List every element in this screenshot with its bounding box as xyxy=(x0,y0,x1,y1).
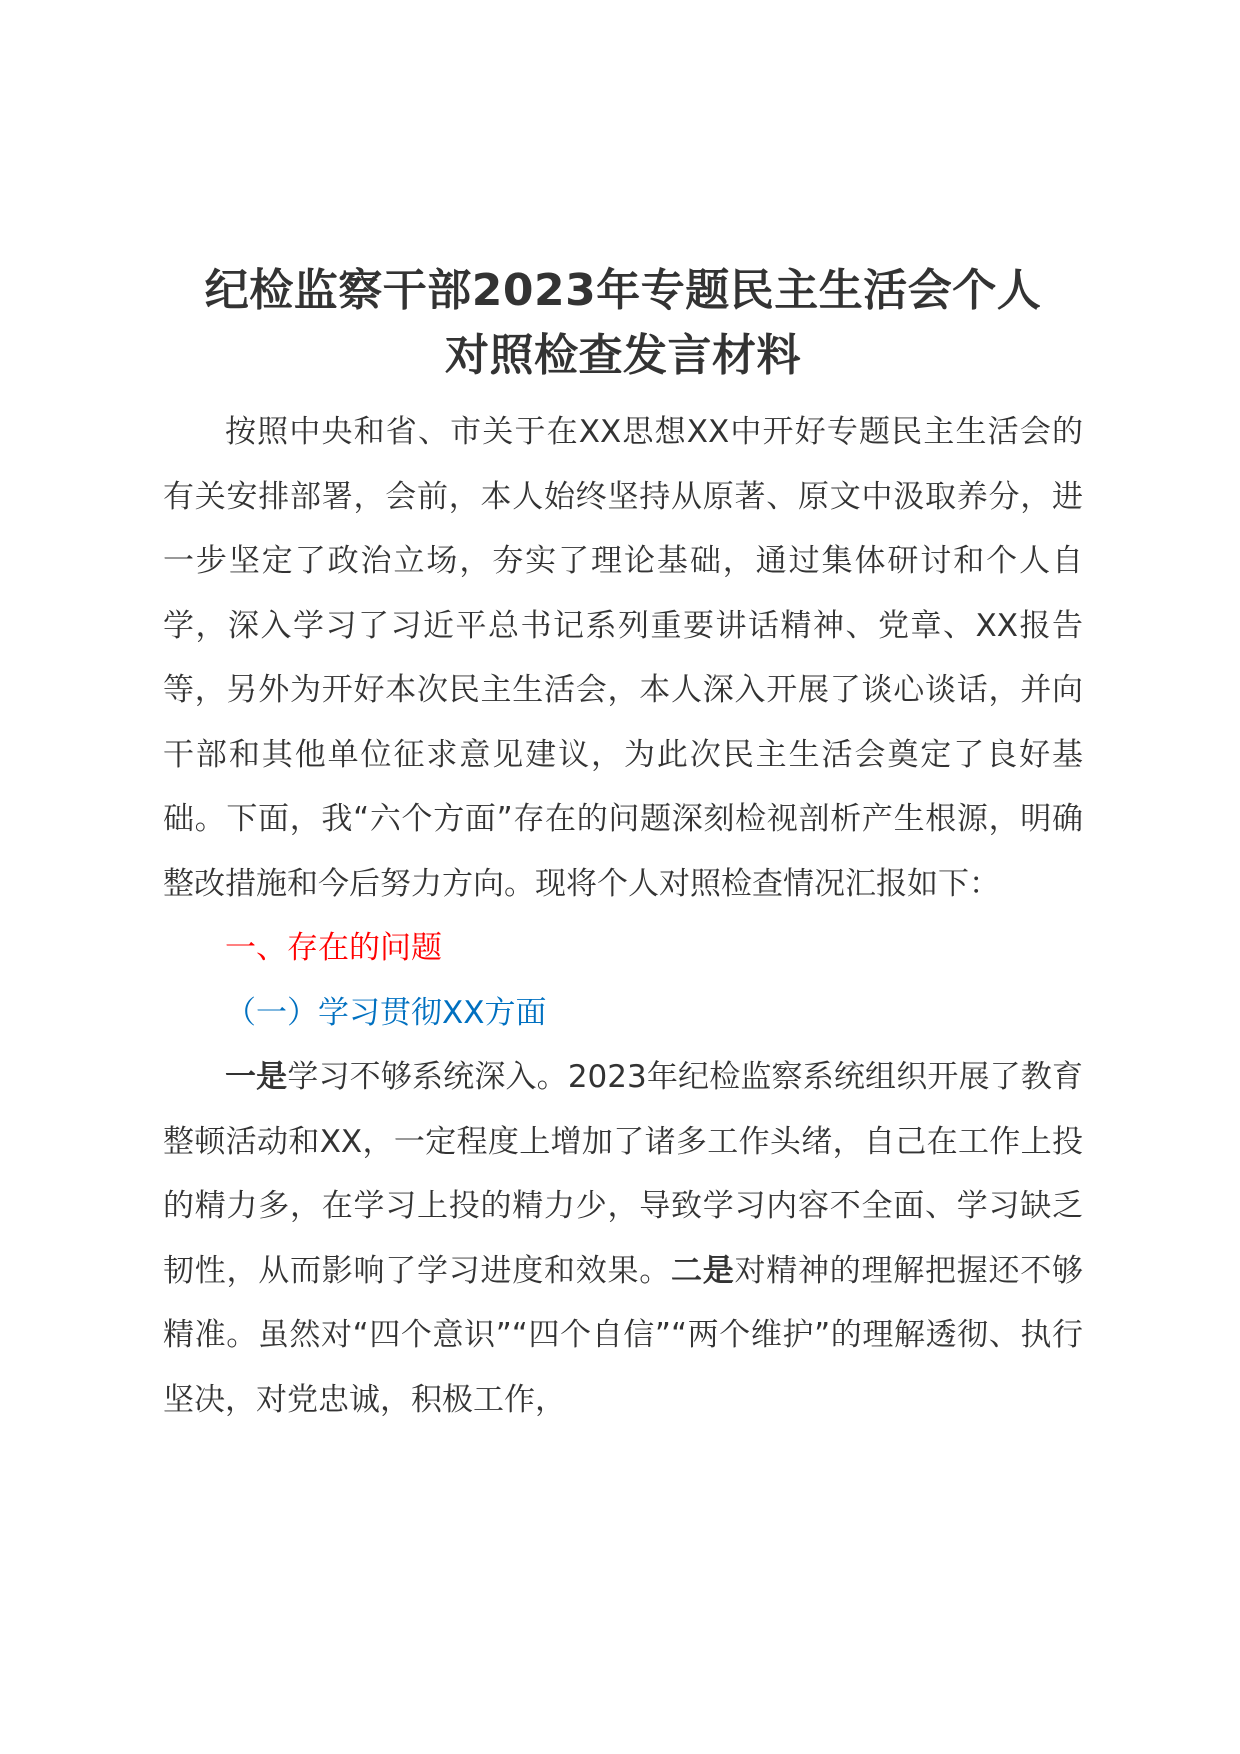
point-1-text: 学习不够系统深入。2023年纪检监察系统组织开展了教育整顿活动和XX，一定程度上增加了诸多工作头绪，自己在工作上投的精力多，在学习上投的精力少，导致学习内容不全面、学习缺乏韧性，从而影响了学习进度和效果。 xyxy=(163,1059,1084,1289)
title-line-1: 纪检监察干部2023年专题民主生活会个人 xyxy=(204,265,1042,316)
document-content xyxy=(163,258,1083,1432)
point-2-label: 二是 xyxy=(671,1252,735,1289)
title-line-2: 对照检查发言材料 xyxy=(445,330,801,381)
subsection-heading-study: （一）学习贯彻XX方面 xyxy=(225,994,547,1031)
document-title xyxy=(163,258,1083,388)
point-1-label: 一是 xyxy=(225,1059,288,1095)
intro-paragraph: 按照中央和省、市关于在XX思想XX中开好专题民主生活会的有关安排部署，会前，本人始终坚持从原著、原文中汲取养分，进一步坚定了政治立场，夯实了理论基础，通过集体研讨和个人自学，深入学习了习近平总书记系列重要讲话精神、党章、XX报告等，另外为开好本次民主生活会，本人深入开展了谈心谈话，并向干部和其他单位征求意见建议，为此次民主生活会奠定了良好基础。下面，我“六个方面”存在的问题深刻检视剖析产生根源，明确整改措施和今后努力方向。现将个人对照检查情况汇报如下： xyxy=(163,414,1083,902)
section-heading-problems: 一、存在的问题 xyxy=(225,930,442,966)
body-paragraph-points xyxy=(163,1045,1083,1432)
point-2-text: 对精神的理解把握还不够精准。虽然对“四个意识”“四个自信”“两个维护”的理解透彻、执行坚决，对党忠诚，积极工作， xyxy=(163,1252,1083,1418)
